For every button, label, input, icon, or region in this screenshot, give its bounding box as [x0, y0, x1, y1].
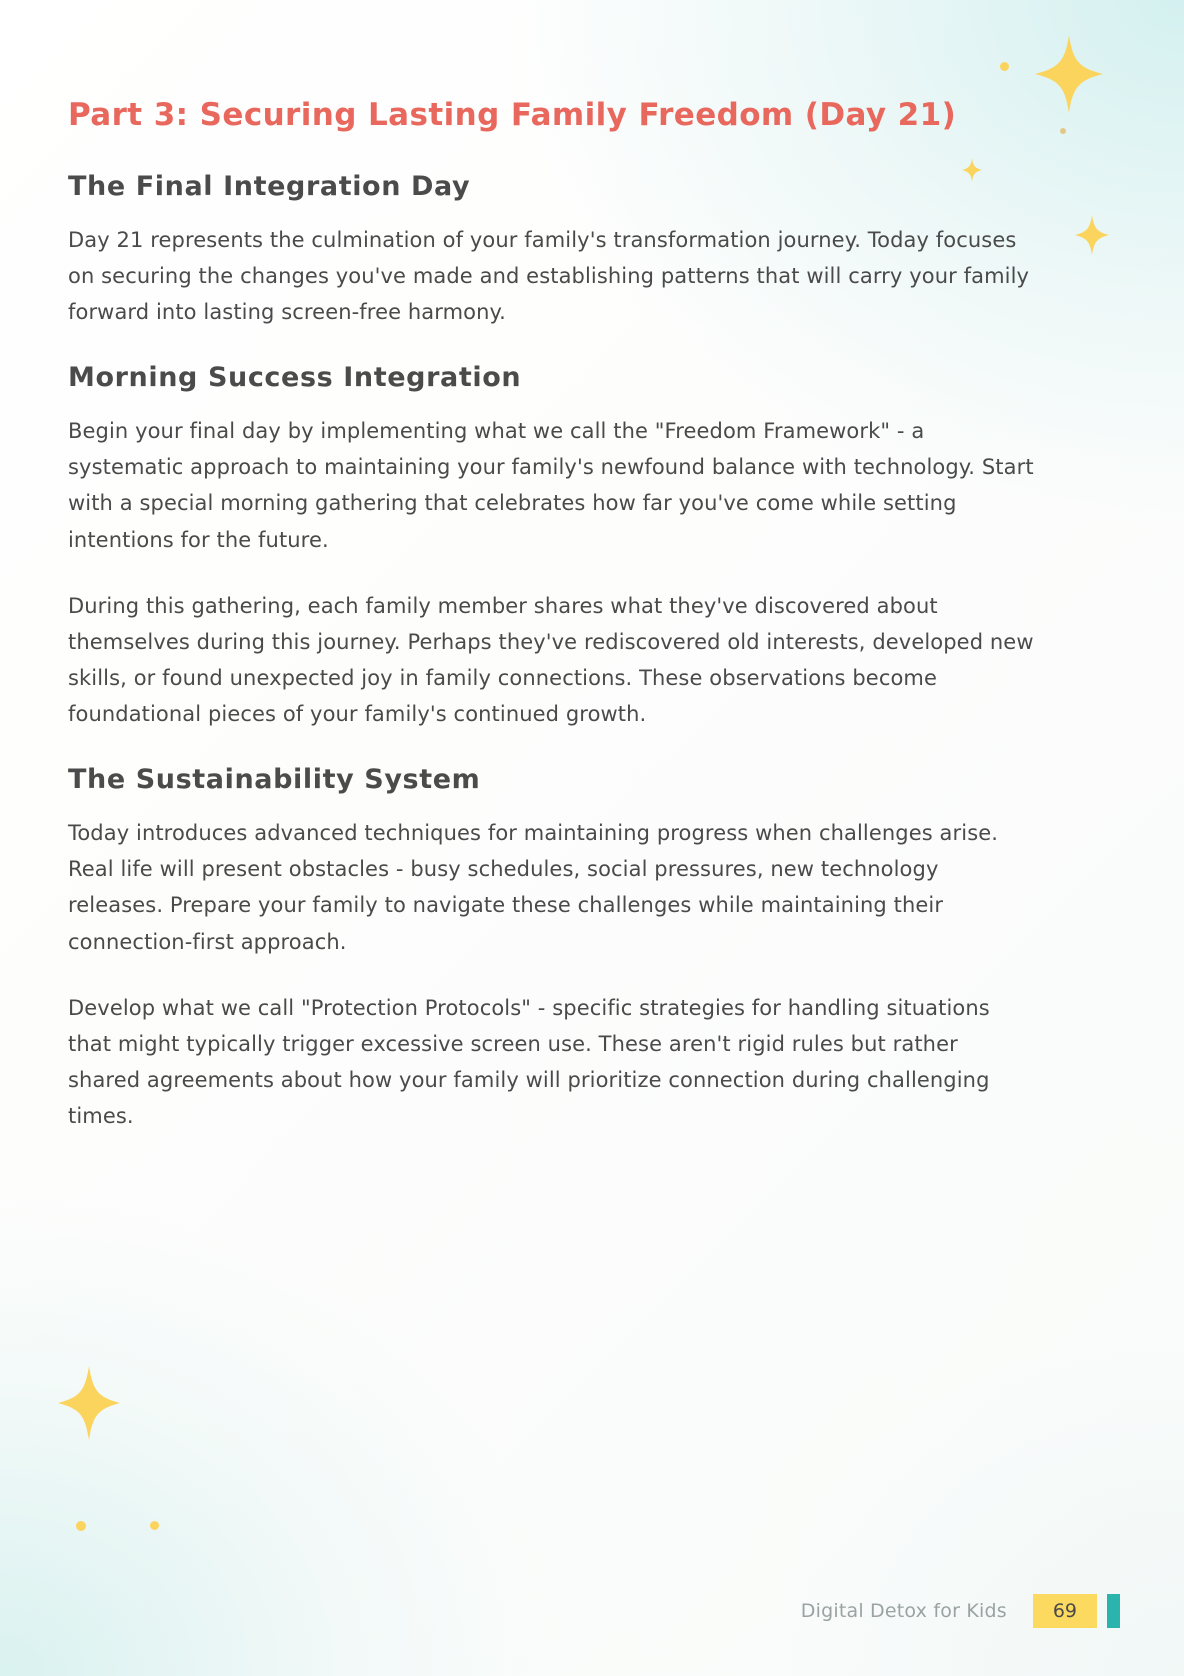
sparkle-right-mid-icon [1075, 215, 1109, 255]
sparkle-top-right-large-icon [1035, 35, 1103, 113]
dot-top-right [1000, 62, 1009, 71]
section-morning-success-integration [68, 360, 1036, 732]
dot-bottom-left-a [76, 1521, 86, 1531]
section-paragraph: Begin your final day by implementing what we call the "Freedom Framework" - a systematic approach to maintaining your family's newfound balance with technology. Start with a special morning gathering that celebrates how far you've come while setting intentions for the future. [68, 419, 1034, 552]
page-content [68, 96, 1036, 1164]
section-paragraph: Day 21 represents the culmination of your family's transformation journey. Today focuses on securing the changes you've made and establishing patterns that will carry your family forward into lasting screen-free harmony. [68, 227, 1030, 325]
section-paragraph: During this gathering, each family member shares what they've discovered about themselves during this journey. Perhaps they've rediscovered old interests, developed new skills, or found unexpected joy in family connections. These observations become foundational pieces of your family's continued growth. [68, 593, 1034, 727]
footer-accent-bar [1107, 1594, 1120, 1628]
section-paragraph: Develop what we call "Protection Protocols" - specific strategies for handling situations that might typically trigger excessive screen use. These aren't rigid rules but rather shared agreements about how your family will prioritize connection during challenging times. [68, 995, 990, 1128]
dot-bottom-left-b [150, 1521, 159, 1530]
section-sustainability-system [68, 762, 1036, 1134]
section-heading: The Final Integration Day [68, 170, 471, 202]
section-paragraph: Today introduces advanced techniques for maintaining progress when challenges arise. Real life will present obstacles - busy schedules, social pressures, new technology releases. Prepare your family to navigate these challenges while maintaining their connection-first approach. [68, 821, 999, 954]
page-title: Part 3: Securing Lasting Family Freedom (Day 21) [68, 97, 957, 133]
page-footer [801, 1594, 1120, 1628]
footer-book-title: Digital Detox for Kids [800, 1600, 1007, 1622]
section-final-integration-day [68, 169, 1036, 330]
page-number-badge: 69 [1033, 1594, 1097, 1628]
sparkle-bottom-left-large-icon [58, 1366, 120, 1440]
section-heading: The Sustainability System [68, 764, 481, 796]
section-heading: Morning Success Integration [68, 362, 522, 394]
dot-top-right-b [1060, 128, 1066, 134]
